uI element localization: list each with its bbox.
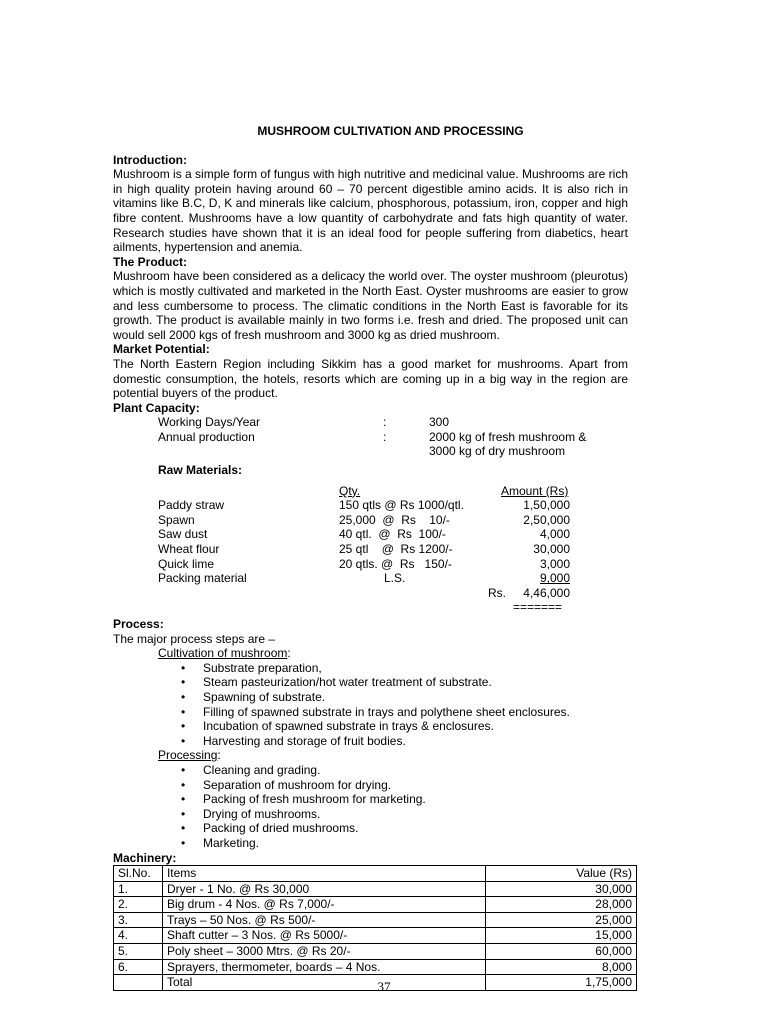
raw-material-row xyxy=(113,527,628,542)
processing-step: • Packing of dried mushrooms. xyxy=(178,821,628,836)
document-title: MUSHROOM CULTIVATION AND PROCESSING xyxy=(257,124,524,138)
table-cell: 28,000 xyxy=(486,897,637,913)
amount-header: Amount (Rs) xyxy=(501,483,569,498)
table-cell: 8,000 xyxy=(486,959,637,975)
raw-material-row xyxy=(113,498,628,513)
intro-heading: Introduction: xyxy=(113,152,187,167)
table-cell: Poly sheet – 3000 Mtrs. @ Rs 20/- xyxy=(162,944,485,960)
raw-materials-list xyxy=(113,498,628,586)
raw-double-line: ======= xyxy=(513,600,563,615)
table-cell: 3. xyxy=(114,912,163,928)
annual-production-label: Annual production xyxy=(158,429,255,444)
cultivation-step: • Substrate preparation, xyxy=(178,661,628,676)
page-number: 37 xyxy=(377,979,391,994)
table-row xyxy=(114,928,637,944)
processing-step: • Packing of fresh mushroom for marketing. xyxy=(178,792,628,807)
raw-material-amount: 30,000 xyxy=(533,542,570,557)
raw-material-qty: L.S. xyxy=(384,571,406,586)
cultivation-heading: Cultivation of mushroom xyxy=(158,646,288,661)
process-heading: Process: xyxy=(113,617,164,631)
raw-material-qty: 150 qtls @ Rs 1000/qtl. xyxy=(339,498,464,513)
raw-material-name: Saw dust xyxy=(158,527,208,542)
table-cell: 60,000 xyxy=(486,944,637,960)
table-cell: Total xyxy=(162,975,485,991)
table-row xyxy=(114,912,637,928)
process-intro: The major process steps are – xyxy=(113,631,276,646)
table-cell: 5. xyxy=(114,944,163,960)
processing-heading: Processing xyxy=(158,748,218,763)
raw-material-amount: 3,000 xyxy=(539,556,570,571)
raw-material-qty: 25 qtl @ Rs 1200/- xyxy=(339,542,453,557)
table-row xyxy=(114,897,637,913)
cultivation-step: • Steam pasteurization/hot water treatment of substrate. xyxy=(178,675,628,690)
colon: : xyxy=(383,415,387,430)
table-header-cell: Value (Rs) xyxy=(486,866,637,882)
table-cell: 1. xyxy=(114,881,163,897)
raw-material-amount: 9,000 xyxy=(539,571,570,586)
raw-materials-heading: Raw Materials: xyxy=(158,463,243,478)
raw-material-name: Spawn xyxy=(158,512,195,527)
cultivation-steps-list xyxy=(113,661,628,749)
cultivation-heading-line xyxy=(113,646,628,661)
table-header-cell: Sl.No. xyxy=(114,866,163,882)
capacity-row-working xyxy=(113,415,628,430)
table-cell: Sprayers, thermometer, boards – 4 Nos. xyxy=(162,959,485,975)
raw-material-amount: 1,50,000 xyxy=(523,498,570,513)
table-cell: 6. xyxy=(114,959,163,975)
raw-material-row xyxy=(113,557,628,572)
colon: : xyxy=(383,429,387,444)
raw-double-line-row xyxy=(113,600,628,615)
raw-header-row xyxy=(113,484,628,499)
table-cell: 4. xyxy=(114,928,163,944)
processing-heading-line xyxy=(113,748,628,763)
capacity-row-annual-2 xyxy=(113,444,628,459)
table-row xyxy=(114,944,637,960)
cultivation-step: • Filling of spawned substrate in trays and polythene sheet enclosures. xyxy=(178,705,628,720)
raw-materials-heading-row xyxy=(113,463,628,478)
raw-material-row xyxy=(113,513,628,528)
processing-steps-list xyxy=(113,763,628,851)
processing-step: • Separation of mushroom for drying. xyxy=(178,778,628,793)
product-heading: The Product: xyxy=(113,254,187,269)
table-cell: 25,000 xyxy=(486,912,637,928)
working-days-value: 300 xyxy=(429,415,450,430)
capacity-heading: Plant Capacity: xyxy=(113,400,200,415)
raw-material-qty: 40 qtl. @ Rs 100/- xyxy=(339,527,446,542)
table-cell: Trays – 50 Nos. @ Rs 500/- xyxy=(162,912,485,928)
table-cell: Big drum - 4 Nos. @ Rs 7,000/- xyxy=(162,897,485,913)
table-row xyxy=(114,881,637,897)
table-row xyxy=(114,959,637,975)
processing-step: • Cleaning and grading. xyxy=(178,763,628,778)
machinery-table xyxy=(113,865,637,991)
cultivation-step: • Spawning of substrate. xyxy=(178,690,628,705)
raw-material-amount: 4,000 xyxy=(539,527,570,542)
table-cell: 15,000 xyxy=(486,928,637,944)
raw-total-prefix: Rs. xyxy=(488,585,506,600)
raw-material-qty: 20 qtls. @ Rs 150/- xyxy=(339,556,452,571)
processing-step: • Drying of mushrooms. xyxy=(178,807,628,822)
cultivation-step: • Incubation of spawned substrate in trays & enclosures. xyxy=(178,719,628,734)
table-cell: 2. xyxy=(114,897,163,913)
table-cell: Shaft cutter – 3 Nos. @ Rs 5000/- xyxy=(162,928,485,944)
product-paragraph: Mushroom have been considered as a delicacy the world over. The oyster mushroom (pleurotus) which is mostly cultivated and marketed in the North East. Oyster mushrooms are easier to grow and less cumbersome to process. The climatic conditions in the North East is favorable for its growth. The product is available mainly in two forms i.e. fresh and dried. The proposed unit can would sell 2000 kgs of fresh mushroom and 3000 kg as dried mushroom. xyxy=(113,269,628,342)
market-heading: Market Potential: xyxy=(113,342,210,357)
raw-material-qty: 25,000 @ Rs 10/- xyxy=(339,512,450,527)
raw-material-name: Quick lime xyxy=(158,556,215,571)
processing-suffix: : xyxy=(217,748,221,763)
raw-material-row xyxy=(113,571,628,586)
table-cell: Dryer - 1 No. @ Rs 30,000 xyxy=(162,881,485,897)
document-page xyxy=(113,124,632,991)
annual-production-value-2: 3000 kg of dry mushroom xyxy=(429,444,566,459)
capacity-row-annual xyxy=(113,430,628,445)
market-paragraph: The North Eastern Region including Sikkim has a good market for mushrooms. Apart from domestic consumption, the hotels, resorts which are coming up in a big way in the region are potential buyers of the product. xyxy=(113,356,628,401)
table-header-cell: Items xyxy=(162,866,485,882)
annual-production-value-1: 2000 kg of fresh mushroom & xyxy=(429,429,587,444)
working-days-label: Working Days/Year xyxy=(158,415,261,430)
table-cell: 30,000 xyxy=(486,881,637,897)
raw-material-name: Packing material xyxy=(158,571,247,586)
table-cell: 1,75,000 xyxy=(486,975,637,991)
machinery-heading: Machinery: xyxy=(113,850,177,865)
processing-step: • Marketing. xyxy=(178,836,628,851)
intro-paragraph: Mushroom is a simple form of fungus with high nutritive and medicinal value. Mushrooms are rich in high quality protein having around 60 – 70 percent digestible amino acids. It is also rich in vitamins like B.C, D, K and minerals like calcium, phosphorous, potassium, iron, copper and high fibre content. Mushrooms have a low quantity of carbohydrate and fats high quantity of water. Research studies have shown that it is an ideal food for people suffering from diabetics, heart ailments, hypertension and anemia. xyxy=(113,167,628,255)
cultivation-step: • Harvesting and storage of fruit bodies. xyxy=(178,734,628,749)
raw-material-name: Paddy straw xyxy=(158,498,225,513)
raw-material-name: Wheat flour xyxy=(158,542,220,557)
qty-header: Qty. xyxy=(339,483,361,498)
raw-material-amount: 2,50,000 xyxy=(523,512,570,527)
raw-material-row xyxy=(113,542,628,557)
raw-total-row xyxy=(113,586,628,601)
cultivation-suffix: : xyxy=(287,646,291,661)
table-header-row xyxy=(114,866,637,882)
raw-total-value: 4,46,000 xyxy=(523,585,570,600)
